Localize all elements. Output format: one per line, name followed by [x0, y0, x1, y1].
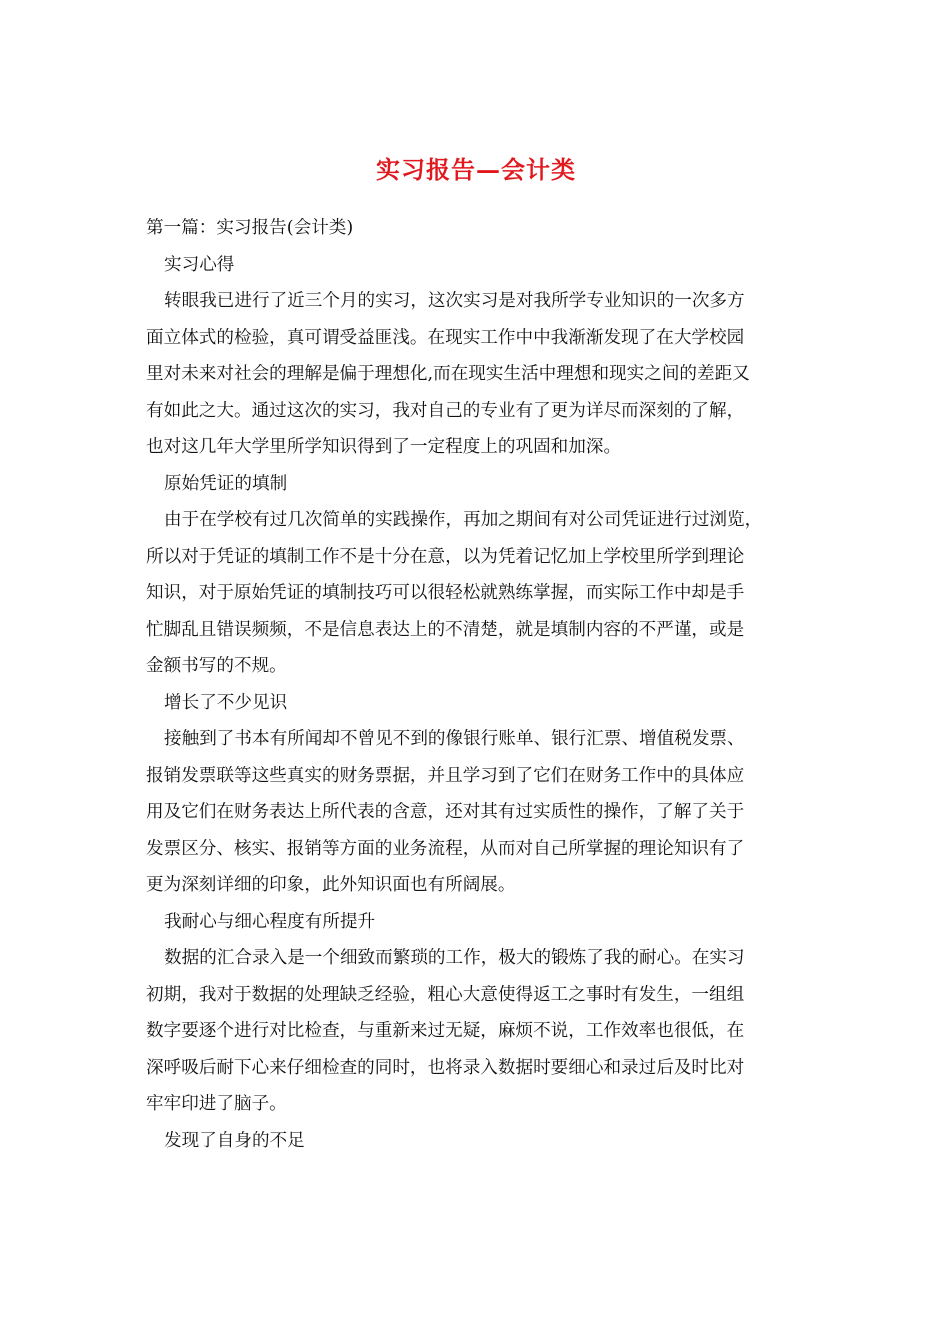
- section-heading: 发现了自身的不足: [164, 1130, 305, 1151]
- section-knowledge-growth: [146, 685, 806, 904]
- paragraph-line: 金额书写的不规。: [146, 656, 287, 676]
- document-subtitle: 第一篇：实习报告(会计类): [146, 218, 354, 238]
- paragraph-line: 忙脚乱且错误频频，不是信息表达上的不清楚，就是填制内容的不严谨，或是: [146, 619, 745, 640]
- paragraph-line: 也对这几年大学里所学知识得到了一定程度上的巩固和加深。: [146, 437, 622, 457]
- paragraph-line: 知识，对于原始凭证的填制技巧可以很轻松就熟练掌握，而实际工作中却是手: [146, 583, 745, 603]
- section-heading: 实习心得: [164, 254, 235, 275]
- paragraph-line: 报销发票联等这些真实的财务票据，并且学习到了它们在财务工作中的具体应: [146, 765, 745, 786]
- paragraph-line: 所以对于凭证的填制工作不是十分在意，以为凭着记忆加上学校里所学到理论: [146, 546, 745, 567]
- section-heading: 原始凭证的填制: [164, 473, 288, 494]
- paragraph-line: 深呼吸后耐下心来仔细检查的同时，也将录入数据时要细心和录过后及时比对: [146, 1057, 745, 1078]
- paragraph-line: 有如此之大。通过这次的实习，我对自己的专业有了更为详尽而深刻的了解，: [146, 400, 745, 421]
- section-original-voucher: [146, 466, 806, 685]
- section-internship-experience: [146, 247, 806, 466]
- document-title: 实习报告—会计类: [376, 155, 576, 184]
- paragraph-line: 初期，我对于数据的处理缺乏经验，粗心大意使得返工之事时有发生，一组组: [146, 984, 745, 1005]
- section-heading: 我耐心与细心程度有所提升: [164, 911, 376, 932]
- paragraph-line: 转眼我已进行了近三个月的实习，这次实习是对我所学专业知识的一次多方: [164, 291, 745, 311]
- paragraph-line: 面立体式的检验，真可谓受益匪浅。在现实工作中中我渐渐发现了在大学校园: [146, 327, 745, 348]
- paragraph-line: 数据的汇合录入是一个细致而繁琐的工作，极大的锻炼了我的耐心。在实习: [164, 948, 745, 968]
- paragraph-line: 更为深刻详细的印象，此外知识面也有所阔展。: [146, 875, 516, 895]
- paragraph-line: 数字要逐个进行对比检查，与重新来过无疑，麻烦不说，工作效率也很低，在: [146, 1021, 745, 1041]
- paragraph-line: 发票区分、核实、报销等方面的业务流程，从而对自己所掌握的理论知识有了: [146, 838, 745, 859]
- paragraph-line: 接触到了书本有所闻却不曾见不到的像银行账单、银行汇票、增值税发票、: [164, 729, 745, 749]
- paragraph-line: 用及它们在财务表达上所代表的含意，还对其有过实质性的操作，了解了关于: [146, 802, 745, 822]
- document-body: [146, 150, 806, 1159]
- paragraph-line: 由于在学校有过几次简单的实践操作，再加之期间有对公司凭证进行过浏览，: [164, 510, 763, 530]
- section-shortcomings: [146, 1123, 806, 1160]
- section-heading: 增长了不少见识: [164, 692, 288, 713]
- section-patience-improvement: [146, 904, 806, 1123]
- paragraph-line: 里对未来对社会的理解是偏于理想化,而在现实生活中理想和现实之间的差距又: [146, 364, 750, 384]
- paragraph-line: 牢牢印进了脑子。: [146, 1094, 287, 1114]
